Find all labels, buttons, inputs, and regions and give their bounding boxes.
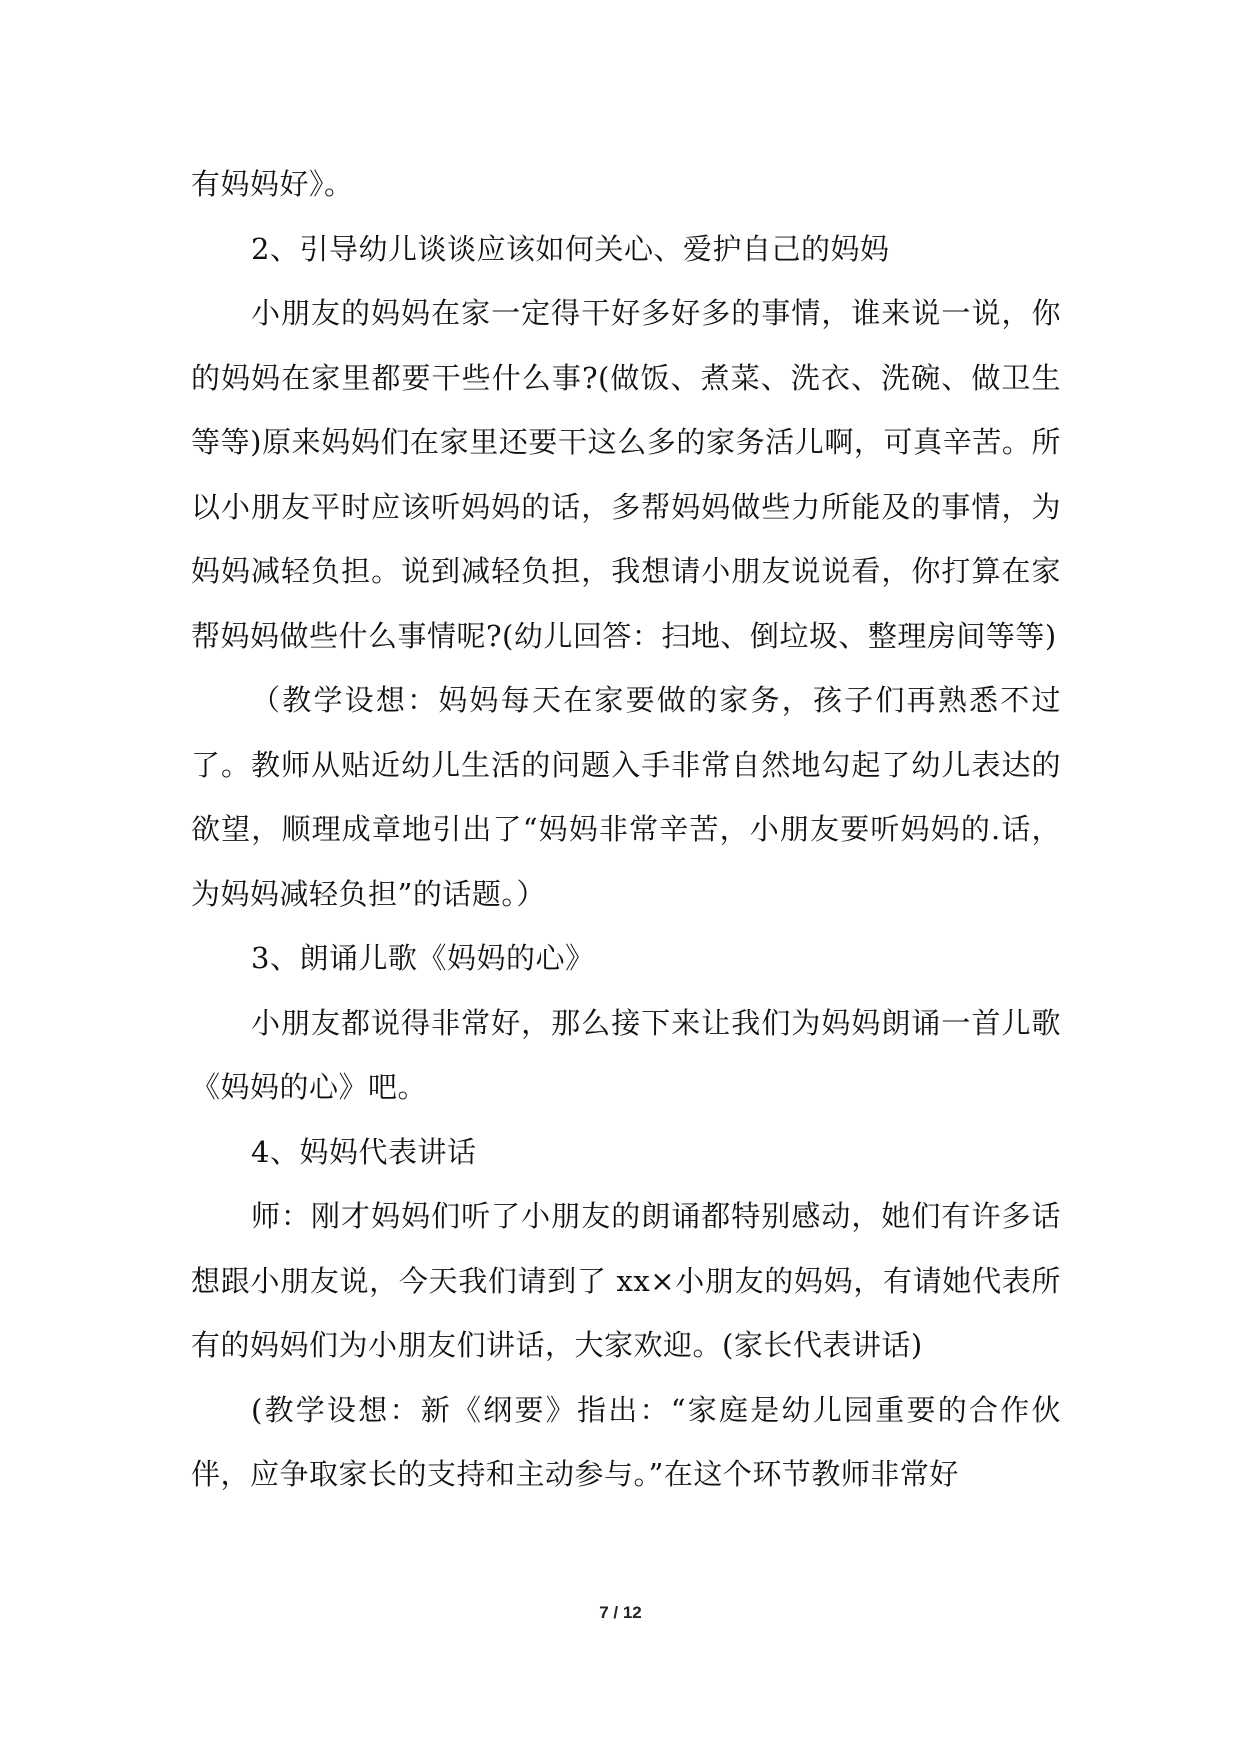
page-number: 7 / 12: [599, 1603, 642, 1622]
section-heading: 2、引导幼儿谈谈应该如何关心、爱护自己的妈妈: [251, 231, 890, 266]
paragraph: 小朋友的妈妈在家一定得干好多好多的事情，谁来说一说，你的妈妈在家里都要干些什么事?(做饭、煮菜、洗衣、洗碗、做卫生等等)原来妈妈们在家里还要干这么多的家务活儿啊，可真辛苦。所以小朋友平时应该听妈妈的话，多帮妈妈做些力所能及的事情，为妈妈减轻负担。说到减轻负担，我想请小朋友说说看，你打算在家帮妈妈做些什么事情呢?(幼儿回答：扫地、倒垃圾、整理房间等等): [191, 296, 1061, 653]
paragraph: 师：刚才妈妈们听了小朋友的朗诵都特别感动，她们有许多话想跟小朋友说，今天我们请到了 xx×小朋友的妈妈，有请她代表所有的妈妈们为小朋友们讲话，大家欢迎。(家长代表讲话): [191, 1199, 1061, 1362]
section-heading: 4、妈妈代表讲话: [251, 1134, 477, 1169]
body-text: [191, 152, 1061, 1507]
paragraph: 小朋友都说得非常好，那么接下来让我们为妈妈朗诵一首儿歌《妈妈的心》吧。: [191, 1005, 1061, 1104]
paragraph: (教学设想：新《纲要》指出：“家庭是幼儿园重要的合作伙伴，应争取家长的支持和主动参与。”在这个环节教师非常好: [191, 1392, 1061, 1491]
paragraph: （教学设想：妈妈每天在家要做的家务，孩子们再熟悉不过了。教师从贴近幼儿生活的问题入手非常自然地勾起了幼儿表达的欲望，顺理成章地引出了“妈妈非常辛苦，小朋友要听妈妈的.话，为妈妈减轻负担”的话题。）: [191, 683, 1061, 911]
section-heading: 3、朗诵儿歌《妈妈的心》: [251, 941, 595, 975]
paragraph: 有妈妈好》。: [191, 167, 354, 201]
